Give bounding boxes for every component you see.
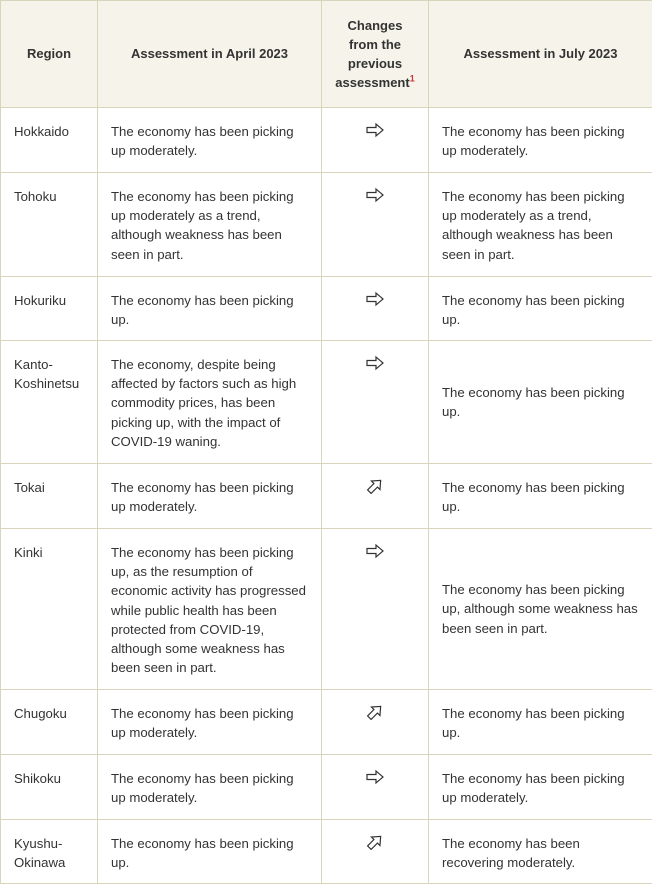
table-row	[1, 464, 652, 529]
table-row	[1, 341, 652, 464]
table-row	[1, 277, 652, 341]
april-assessment-cell: The economy has been picking up.	[98, 277, 322, 341]
table-row	[1, 529, 652, 690]
upgrade-arrow-icon	[365, 834, 385, 850]
july-assessment-cell: The economy has been recovering moderately.	[429, 820, 652, 884]
change-cell	[322, 277, 429, 341]
region-cell: Shikoku	[1, 755, 98, 820]
april-assessment-cell: The economy has been picking up moderately.	[98, 464, 322, 529]
unchanged-arrow-icon	[365, 187, 385, 203]
july-assessment-cell: The economy has been picking up moderately as a trend, although weakness has been seen in part.	[429, 173, 652, 277]
july-assessment-cell: The economy has been picking up moderately.	[429, 755, 652, 820]
table-row	[1, 755, 652, 820]
header-july: Assessment in July 2023	[429, 1, 652, 108]
change-cell	[322, 464, 429, 529]
header-region: Region	[1, 1, 98, 108]
change-cell	[322, 341, 429, 464]
july-assessment-cell: The economy has been picking up moderately.	[429, 108, 652, 173]
july-assessment-cell: The economy has been picking up.	[429, 690, 652, 755]
table-row	[1, 173, 652, 277]
region-cell: Hokuriku	[1, 277, 98, 341]
change-cell	[322, 755, 429, 820]
july-assessment-cell: The economy has been picking up.	[429, 464, 652, 529]
change-cell	[322, 173, 429, 277]
change-cell	[322, 690, 429, 755]
april-assessment-cell: The economy has been picking up moderately as a trend, although weakness has been seen in part.	[98, 173, 322, 277]
table-row	[1, 108, 652, 173]
april-assessment-cell: The economy has been picking up, as the resumption of economic activity has progressed while public health has been protected from COVID-19, although some weakness has been seen in part.	[98, 529, 322, 690]
region-cell: Kyushu-Okinawa	[1, 820, 98, 884]
change-cell	[322, 820, 429, 884]
region-cell: Kanto-Koshinetsu	[1, 341, 98, 464]
july-assessment-cell: The economy has been picking up.	[429, 277, 652, 341]
table-row	[1, 820, 652, 884]
april-assessment-cell: The economy has been picking up moderately.	[98, 690, 322, 755]
region-cell: Tohoku	[1, 173, 98, 277]
april-assessment-cell: The economy has been picking up moderately.	[98, 755, 322, 820]
table-row	[1, 690, 652, 755]
july-assessment-cell: The economy has been picking up.	[429, 341, 652, 464]
april-assessment-cell: The economy has been picking up moderately.	[98, 108, 322, 173]
footnote-marker: 1	[409, 73, 415, 84]
upgrade-arrow-icon	[365, 704, 385, 720]
unchanged-arrow-icon	[365, 122, 385, 138]
region-cell: Kinki	[1, 529, 98, 690]
header-change	[322, 1, 429, 108]
unchanged-arrow-icon	[365, 769, 385, 785]
header-row	[1, 1, 652, 108]
april-assessment-cell: The economy has been picking up.	[98, 820, 322, 884]
header-april: Assessment in April 2023	[98, 1, 322, 108]
region-cell: Tokai	[1, 464, 98, 529]
change-cell	[322, 529, 429, 690]
unchanged-arrow-icon	[365, 355, 385, 371]
unchanged-arrow-icon	[365, 291, 385, 307]
upgrade-arrow-icon	[365, 478, 385, 494]
change-cell	[322, 108, 429, 173]
region-cell: Chugoku	[1, 690, 98, 755]
unchanged-arrow-icon	[365, 543, 385, 559]
april-assessment-cell: The economy, despite being affected by factors such as high commodity prices, has been picking up, with the impact of COVID-19 waning.	[98, 341, 322, 464]
region-cell: Hokkaido	[1, 108, 98, 173]
july-assessment-cell: The economy has been picking up, although some weakness has been seen in part.	[429, 529, 652, 690]
header-change-label: Changes from the previous assessment	[335, 17, 410, 91]
